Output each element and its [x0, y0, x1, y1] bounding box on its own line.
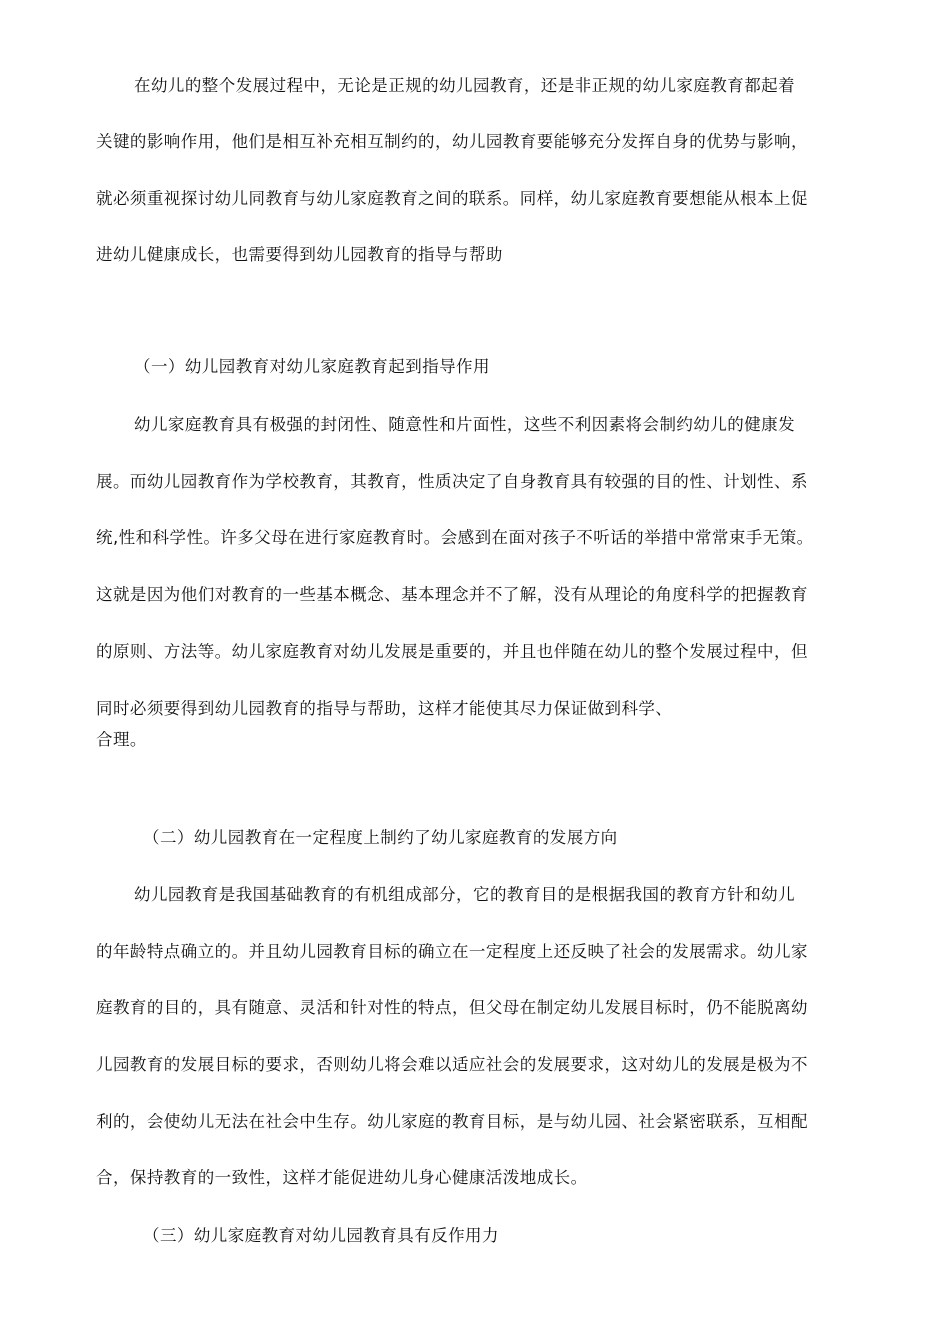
paragraph-line: 关键的影响作用，他们是相互补充相互制约的，幼儿园教育要能够充分发挥自身的优势与影响， [96, 132, 808, 151]
paragraph-line: 利的，会使幼儿无法在社会中生存。幼儿家庭的教育目标，是与幼儿园、社会紧密联系，互相配 [96, 1112, 808, 1131]
paragraph-line: 进幼儿健康成长，也需要得到幼儿园教育的指导与帮助 [96, 245, 503, 264]
paragraph-line: 合理。 [96, 730, 147, 749]
section-heading: （二）幼儿园教育在一定程度上制约了幼儿家庭教育的发展方向 [143, 828, 618, 847]
paragraph-line: 合，保持教育的一致性，这样才能促进幼儿身心健康活泼地成长。 [96, 1168, 588, 1187]
section-heading: （一）幼儿园教育对幼儿家庭教育起到指导作用 [134, 357, 490, 376]
paragraph-line: 儿园教育的发展目标的要求，否则幼儿将会难以适应社会的发展要求，这对幼儿的发展是极为不 [96, 1055, 808, 1074]
paragraph-line: 庭教育的目的，具有随意、灵活和针对性的特点，但父母在制定幼儿发展目标时，仍不能脱离幼 [96, 998, 808, 1017]
paragraph-line: 展。而幼儿园教育作为学校教育，其教育，性质决定了自身教育具有较强的目的性、计划性、系 [96, 472, 808, 491]
paragraph-line: 的原则、方法等。幼儿家庭教育对幼儿发展是重要的，并且也伴随在幼儿的整个发展过程中，但 [96, 642, 808, 661]
paragraph-line: 的年龄特点确立的。并且幼儿园教育目标的确立在一定程度上还反映了社会的发展需求。幼儿家 [96, 942, 808, 961]
paragraph-line: 幼儿园教育是我国基础教育的有机组成部分，它的教育目的是根据我国的教育方针和幼儿 [134, 885, 796, 904]
paragraph-line: 这就是因为他们对教育的一些基本概念、基本理念并不了解，没有从理论的角度科学的把握教育 [96, 585, 808, 604]
paragraph-line: 同时必须要得到幼儿园教育的指导与帮助，这样才能使其尽力保证做到科学、 [96, 699, 673, 718]
section-heading: （三）幼儿家庭教育对幼儿园教育具有反作用力 [143, 1226, 499, 1245]
paragraph-line: 就必须重视探讨幼儿同教育与幼儿家庭教育之间的联系。同样，幼儿家庭教育要想能从根本上促 [96, 189, 808, 208]
paragraph-line: 统,性和科学性。许多父母在进行家庭教育时。会感到在面对孩子不听话的举措中常常束手无策。 [96, 528, 814, 547]
paragraph-line: 幼儿家庭教育具有极强的封闭性、随意性和片面性，这些不利因素将会制约幼儿的健康发 [134, 415, 796, 434]
paragraph-line: 在幼儿的整个发展过程中，无论是正规的幼儿园教育，还是非正规的幼儿家庭教育都起着 [134, 76, 796, 95]
